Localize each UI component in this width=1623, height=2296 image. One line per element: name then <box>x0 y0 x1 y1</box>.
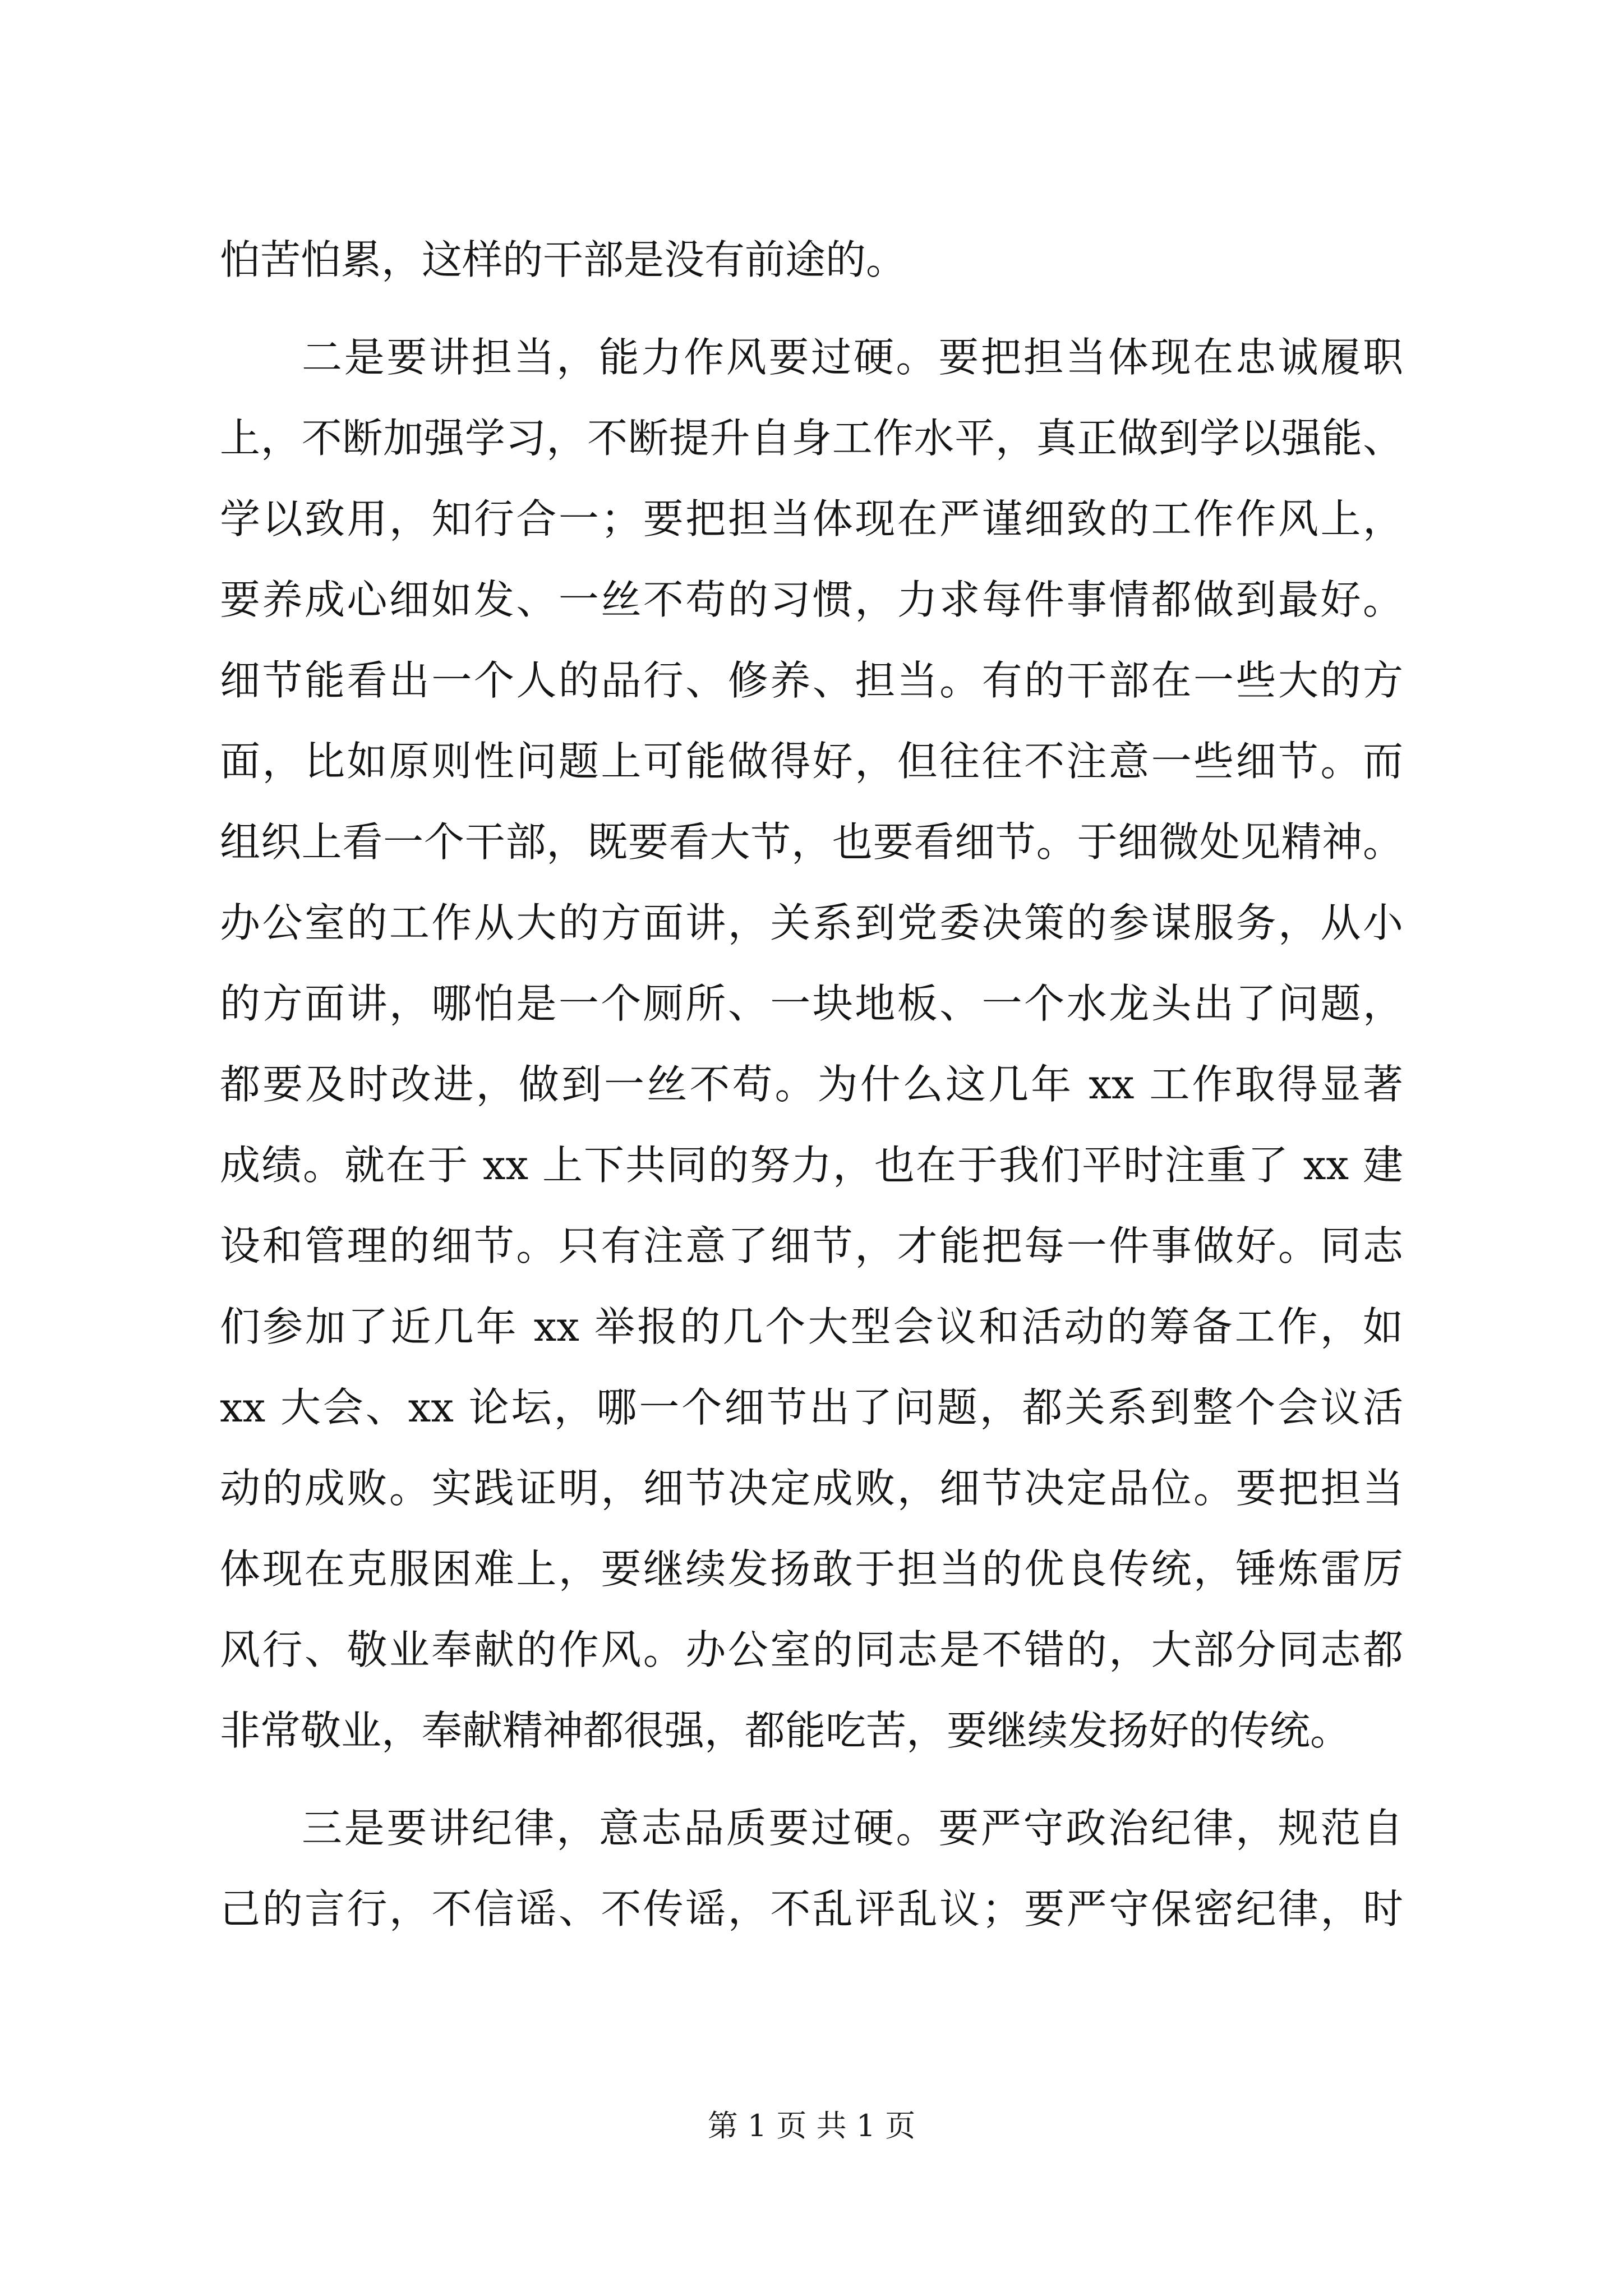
text-line: 都要及时改进，做到一丝不苟。为什么这几年 xx 工作取得显著 <box>220 1061 1403 1108</box>
page-number-footer: 第 1 页 共 1 页 <box>707 2108 916 2143</box>
paragraph-first-line: 三是要讲纪律，意志品质要过硬。要严守政治纪律，规范自 <box>302 1805 1403 1852</box>
text-line: 要养成心细如发、一丝不苟的习惯，力求每件事情都做到最好。 <box>220 576 1403 623</box>
text-line: xx 大会、xx 论坛，哪一个细节出了问题，都关系到整个会议活 <box>220 1384 1403 1431</box>
text-line: 风行、敬业奉献的作风。办公室的同志是不错的，大部分同志都 <box>220 1626 1403 1673</box>
text-line: 办公室的工作从大的方面讲，关系到党委决策的参谋服务，从小 <box>220 899 1403 946</box>
text-line: 上，不断加强学习，不断提升自身工作水平，真正做到学以强能、 <box>220 415 1403 462</box>
text-line: 组织上看一个干部，既要看大节，也要看细节。于细微处见精神。 <box>220 818 1403 866</box>
text-line: 体现在克服困难上，要继续发扬敢于担当的优良传统，锤炼雷厉 <box>220 1545 1403 1593</box>
text-line: 非常敬业，奉献精神都很强，都能吃苦，要继续发扬好的传统。 <box>220 1707 1351 1754</box>
text-line: 设和管理的细节。只有注意了细节，才能把每一件事做好。同志 <box>220 1222 1403 1269</box>
text-line: 的方面讲，哪怕是一个厕所、一块地板、一个水龙头出了问题， <box>220 980 1403 1027</box>
text-line: 成绩。就在于 xx 上下共同的努力，也在于我们平时注重了 xx 建 <box>220 1142 1403 1189</box>
text-line: 学以致用，知行合一；要把担当体现在严谨细致的工作作风上， <box>220 495 1403 542</box>
text-line: 怕苦怕累，这样的干部是没有前途的。 <box>220 236 907 283</box>
text-line: 面，比如原则性问题上可能做得好，但往往不注意一些细节。而 <box>220 738 1403 785</box>
text-line: 细节能看出一个人的品行、修养、担当。有的干部在一些大的方 <box>220 657 1403 704</box>
text-line: 动的成败。实践证明，细节决定成败，细节决定品位。要把担当 <box>220 1465 1403 1512</box>
text-line: 们参加了近几年 xx 举报的几个大型会议和活动的筹备工作，如 <box>220 1303 1403 1350</box>
paragraph-first-line: 二是要讲担当，能力作风要过硬。要把担当体现在忠诚履职 <box>302 334 1403 381</box>
text-line: 己的言行，不信谣、不传谣，不乱评乱议；要严守保密纪律，时 <box>220 1885 1403 1932</box>
